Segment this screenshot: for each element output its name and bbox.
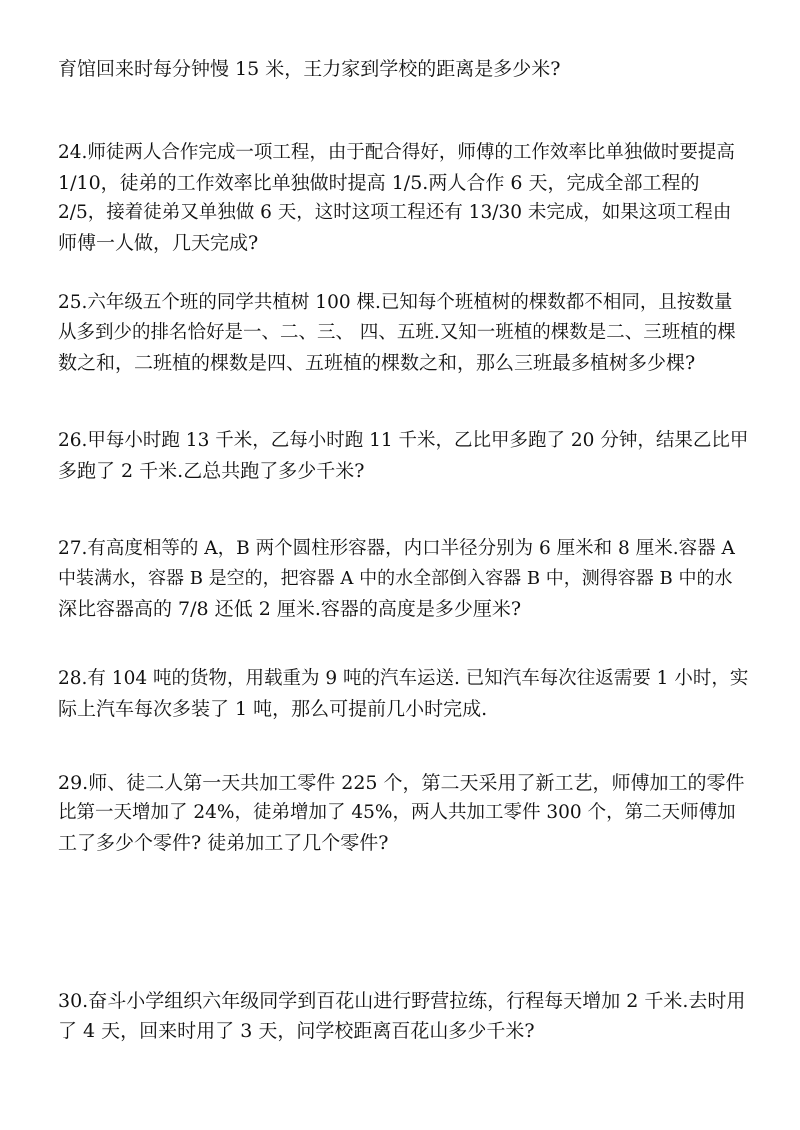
problem-29	[58, 768, 748, 858]
problem-28	[58, 664, 748, 724]
problem-line: 育馆回来时每分钟慢 15 米，王力家到学校的距离是多少米?	[58, 58, 561, 80]
problem-line: 工了多少个零件? 徒弟加工了几个零件?	[58, 832, 389, 854]
problem-23-continuation	[58, 54, 748, 84]
problem-line: 中装满水，容器 B 是空的，把容器 A 中的水全部倒入容器 B 中，测得容器 B 中的水	[58, 568, 733, 589]
problem-30	[58, 986, 748, 1046]
problem-line: 际上汽车每次多装了 1 吨，那么可提前几小时完成.	[58, 698, 488, 720]
problem-line: 师傅一人做，几天完成?	[58, 232, 259, 254]
problem-25	[58, 288, 748, 378]
problem-line: 25.六年级五个班的同学共植树 100 棵.已知每个班植树的棵数都不相同，且按数量	[58, 292, 733, 313]
problem-line: 从多到少的排名恰好是一、二、三、 四、五班.又知一班植的棵数是二、三班植的棵	[58, 322, 736, 343]
problem-line: 27.有高度相等的 A，B 两个圆柱形容器，内口半径分别为 6 厘米和 8 厘米.容器 A	[58, 538, 735, 559]
problem-line: 数之和，二班植的棵数是四、五班植的棵数之和，那么三班最多植树多少棵?	[58, 352, 696, 374]
problem-line: 28.有 104 吨的货物，用载重为 9 吨的汽车运送. 已知汽车每次往返需要 1 小时，实	[58, 668, 749, 689]
problem-line: 深比容器高的 7/8 还低 2 厘米.容器的高度是多少厘米?	[58, 598, 522, 620]
problem-line: 24.师徒两人合作完成一项工程，由于配合得好，师傅的工作效率比单独做时要提高	[58, 142, 735, 163]
problem-line: 比第一天增加了 24%，徒弟增加了 45%，两人共加工零件 300 个，第二天师傅加	[58, 802, 736, 823]
problem-line: 多跑了 2 千米.乙总共跑了多少千米?	[58, 460, 365, 482]
problem-26	[58, 426, 748, 486]
problem-line: 29.师、徒二人第一天共加工零件 225 个，第二天采用了新工艺，师傅加工的零件	[58, 772, 745, 794]
problem-27	[58, 534, 748, 624]
problem-line: 了 4 天，回来时用了 3 天，问学校距离百花山多少千米?	[58, 1020, 535, 1042]
problem-line: 26.甲每小时跑 13 千米，乙每小时跑 11 千米，乙比甲多跑了 20 分钟，结果乙比甲	[58, 430, 749, 451]
problem-line: 1/10，徒弟的工作效率比单独做时提高 1/5.两人合作 6 天，完成全部工程的	[58, 172, 700, 194]
problem-line: 30.奋斗小学组织六年级同学到百花山进行野营拉练，行程每天增加 2 千米.去时用	[58, 990, 746, 1012]
problem-24	[58, 138, 748, 258]
problem-line: 2/5，接着徒弟又单独做 6 天，这时这项工程还有 13/30 未完成，如果这项工程由	[58, 202, 732, 223]
